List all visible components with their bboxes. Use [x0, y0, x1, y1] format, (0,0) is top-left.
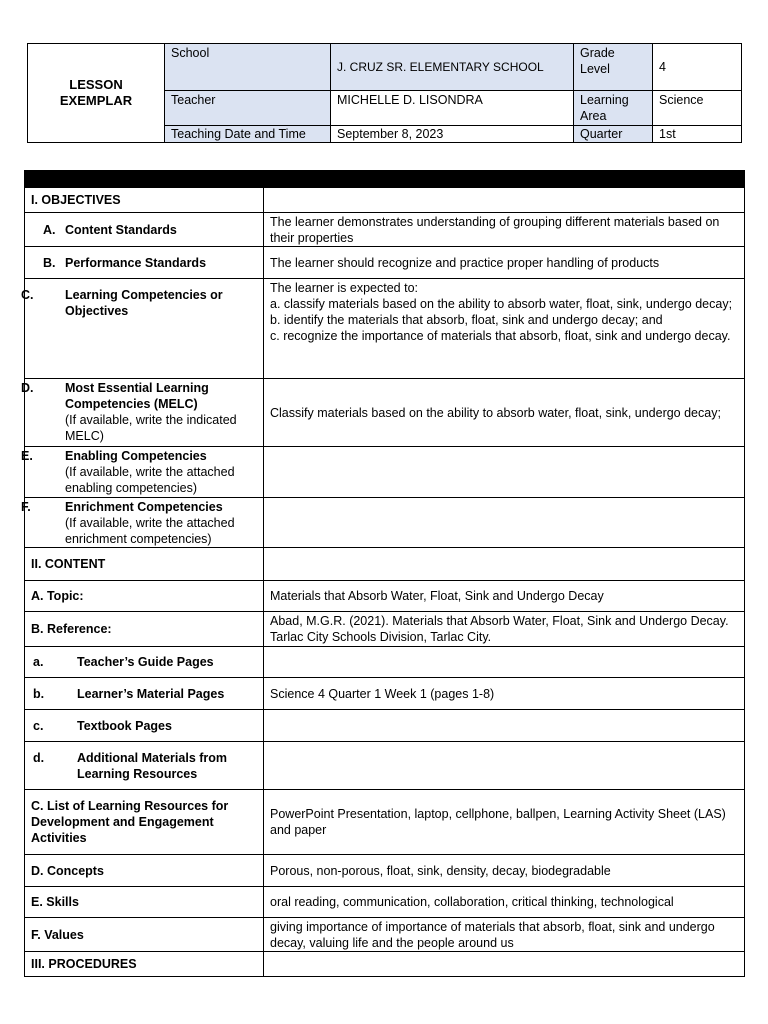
teacher-label: Teacher	[165, 91, 331, 126]
grade-level-value: 4	[653, 44, 742, 91]
objectives-heading: I. OBJECTIVES	[25, 188, 264, 213]
teachers-guide-label: a. Teacher’s Guide Pages	[25, 647, 264, 678]
enabling-competencies-label: E. Enabling Competencies (If available, write the attached enabling competencies)	[25, 447, 264, 498]
content-standards-label: A. Content Standards	[25, 213, 264, 247]
lesson-header-table	[27, 43, 742, 143]
reference-value: Abad, M.G.R. (2021). Materials that Absorb Water, Float, Sink and Undergo Decay. Tarlac City Schools Division, Tarlac City.	[264, 612, 745, 647]
school-label: School	[165, 44, 331, 91]
competency-c: c. recognize the importance of materials that absorb, float, sink and undergo decay.	[270, 329, 731, 343]
concepts-value: Porous, non-porous, float, sink, density, decay, biodegradable	[264, 855, 745, 887]
lesson-exemplar-title: LESSON EXEMPLAR	[28, 44, 165, 143]
enabling-competencies-value	[264, 447, 745, 498]
melc-label: D. Most Essential Learning Competencies (MELC) (If available, write the indicated MELC)	[25, 379, 264, 447]
additional-materials-value	[264, 742, 745, 790]
quarter-label: Quarter	[574, 126, 653, 143]
teaching-date-value: September 8, 2023	[331, 126, 574, 143]
topic-value: Materials that Absorb Water, Float, Sink and Undergo Decay	[264, 581, 745, 612]
table-header-bar	[25, 171, 745, 188]
learning-competencies-value	[264, 279, 745, 379]
learning-area-value: Science	[653, 91, 742, 126]
competency-b: b. identify the materials that absorb, float, sink and undergo decay; and	[270, 313, 663, 327]
procedures-heading: III. PROCEDURES	[25, 952, 264, 977]
competency-intro: The learner is expected to:	[270, 281, 418, 295]
teacher-value: MICHELLE D. LISONDRA	[331, 91, 574, 126]
learners-material-value: Science 4 Quarter 1 Week 1 (pages 1-8)	[264, 678, 745, 710]
school-value: J. CRUZ SR. ELEMENTARY SCHOOL	[331, 44, 574, 91]
reference-label: B. Reference:	[25, 612, 264, 647]
values-value: giving importance of importance of materials that absorb, float, sink and undergo decay, valuing life and the people around us	[264, 918, 745, 952]
content-heading: II. CONTENT	[25, 548, 264, 581]
grade-level-label: Grade Level	[574, 44, 653, 91]
skills-value: oral reading, communication, collaboration, critical thinking, technological	[264, 887, 745, 918]
enrichment-competencies-value	[264, 498, 745, 548]
learning-resources-label: C. List of Learning Resources for Development and Engagement Activities	[25, 790, 264, 855]
competency-a: a. classify materials based on the ability to absorb water, float, sink, undergo decay;	[270, 297, 733, 311]
teachers-guide-value	[264, 647, 745, 678]
textbook-pages-label: c. Textbook Pages	[25, 710, 264, 742]
topic-label: A. Topic:	[25, 581, 264, 612]
skills-label: E. Skills	[25, 887, 264, 918]
learning-competencies-label: C. Learning Competencies or Objectives	[25, 279, 264, 379]
lesson-plan-table	[21, 170, 745, 977]
learning-area-label: Learning Area	[574, 91, 653, 126]
values-label: F. Values	[25, 918, 264, 952]
quarter-value: 1st	[653, 126, 742, 143]
learning-resources-value: PowerPoint Presentation, laptop, cellphone, ballpen, Learning Activity Sheet (LAS) and paper	[264, 790, 745, 855]
performance-standards-label: B. Performance Standards	[25, 247, 264, 279]
concepts-label: D. Concepts	[25, 855, 264, 887]
enrichment-competencies-label: F. Enrichment Competencies (If available, write the attached enrichment competencies)	[25, 498, 264, 548]
learners-material-label: b. Learner’s Material Pages	[25, 678, 264, 710]
textbook-pages-value	[264, 710, 745, 742]
performance-standards-value: The learner should recognize and practice proper handling of products	[264, 247, 745, 279]
additional-materials-label: d. Additional Materials from Learning Resources	[25, 742, 264, 790]
teaching-date-label: Teaching Date and Time	[165, 126, 331, 143]
content-standards-value: The learner demonstrates understanding of grouping different materials based on their properties	[264, 213, 745, 247]
melc-value: Classify materials based on the ability to absorb water, float, sink, undergo decay;	[264, 379, 745, 447]
